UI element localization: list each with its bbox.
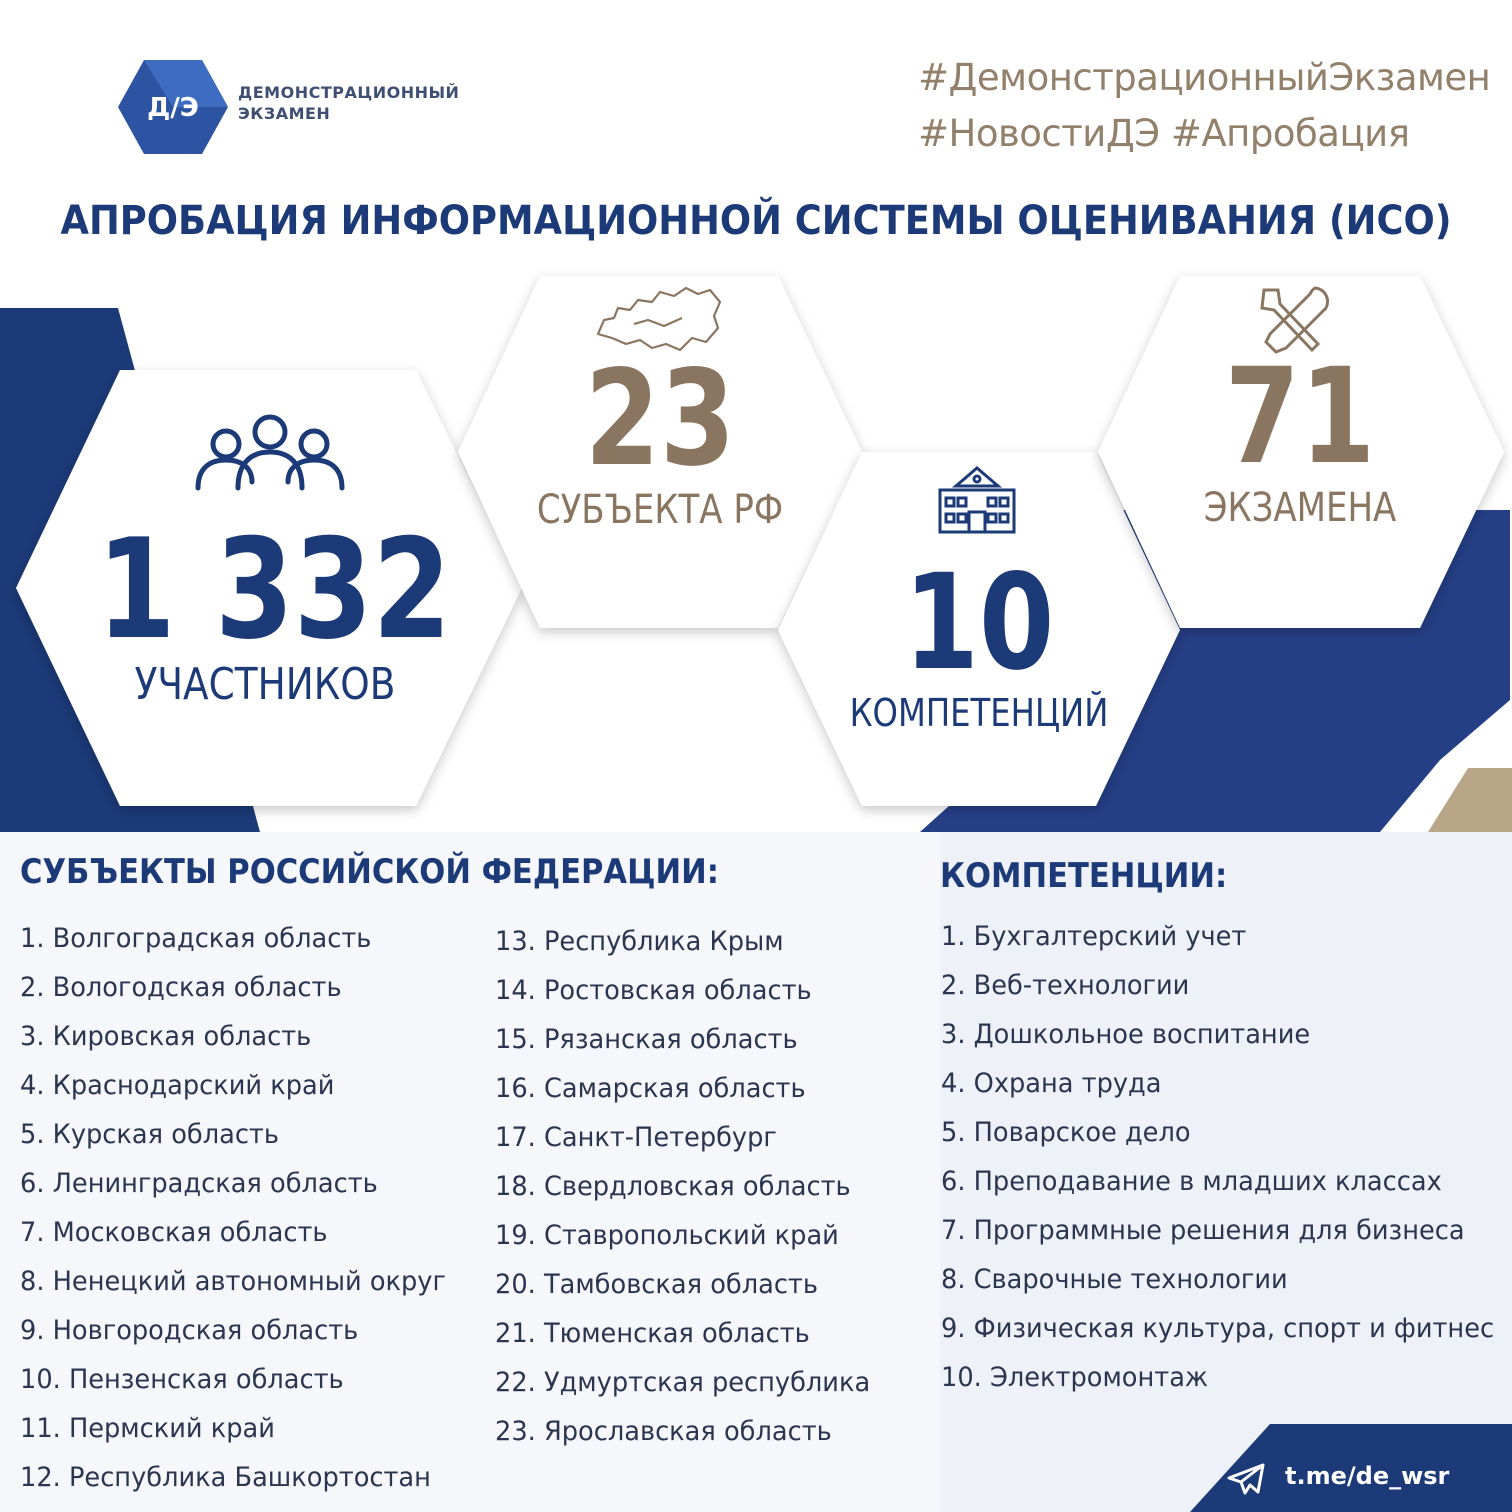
region-item: 17. Санкт-Петербург <box>495 1122 777 1153</box>
telegram-icon[interactable] <box>1226 1462 1266 1496</box>
stat-participants <box>60 509 470 710</box>
stat-exams <box>1140 340 1460 532</box>
logo-mark <box>118 60 228 154</box>
logo-text <box>238 82 459 124</box>
competence-item: 4. Охрана труда <box>941 1068 1162 1099</box>
logo-line1: ДЕМОНСТРАЦИОННЫЙ <box>238 83 460 102</box>
competences-list <box>941 912 1512 1402</box>
region-item: 21. Тюменская область <box>495 1318 810 1349</box>
stat-regions <box>500 342 820 534</box>
region-item: 14. Ростовская область <box>495 975 812 1006</box>
region-item: 2. Вологодская область <box>20 972 342 1003</box>
regions-list-column-b <box>495 917 890 1456</box>
competence-item: 5. Поварское дело <box>941 1117 1191 1148</box>
logo-line2: ЭКЗАМЕН <box>238 104 331 123</box>
participants-value: 1 332 <box>96 509 452 670</box>
region-item: 4. Краснодарский край <box>20 1070 335 1101</box>
competence-item: 7. Программные решения для бизнеса <box>941 1215 1465 1246</box>
exams-value: 71 <box>1224 340 1376 494</box>
region-item: 7. Московская область <box>20 1217 328 1248</box>
regions-value: 23 <box>584 342 736 496</box>
building-icon <box>936 466 1018 536</box>
competence-item: 10. Электромонтаж <box>941 1362 1209 1393</box>
competence-item: 2. Веб-технологии <box>941 970 1190 1001</box>
region-item: 8. Ненецкий автономный округ <box>20 1266 446 1297</box>
region-item: 20. Тамбовская область <box>495 1269 818 1300</box>
region-item: 19. Ставропольский край <box>495 1220 839 1251</box>
competence-item: 3. Дошкольное воспитание <box>941 1019 1311 1050</box>
exams-label: ЭКЗАМЕНА <box>1203 485 1397 531</box>
hashtags <box>918 50 1490 162</box>
page-title: АПРОБАЦИЯ ИНФОРМАЦИОННОЙ СИСТЕМЫ ОЦЕНИВАНИЯ (ИСО) <box>60 198 1452 244</box>
competence-item: 8. Сварочные технологии <box>941 1264 1288 1295</box>
region-item: 22. Удмуртская республика <box>495 1367 871 1398</box>
region-item: 5. Курская область <box>20 1119 279 1150</box>
region-item: 16. Самарская область <box>495 1073 806 1104</box>
participants-label: УЧАСТНИКОВ <box>134 659 396 710</box>
telegram-link[interactable]: t.me/de_wsr <box>1285 1462 1450 1490</box>
region-item: 9. Новгородская область <box>20 1315 359 1346</box>
competence-item: 9. Физическая культура, спорт и фитнес <box>941 1313 1495 1344</box>
regions-label: СУБЪЕКТА РФ <box>536 487 784 533</box>
regions-list-column-a <box>20 914 468 1502</box>
logo-mark-text: Д/Э <box>147 93 199 123</box>
competence-item: 1. Бухгалтерский учет <box>941 921 1247 952</box>
hashtag-demo-exam[interactable]: #ДемонстрационныйЭкзамен <box>918 56 1491 99</box>
competences-value: 10 <box>903 546 1055 700</box>
region-item: 10. Пензенская область <box>20 1364 344 1395</box>
people-icon <box>192 412 348 492</box>
hashtag-approbation[interactable]: #Апробация <box>1170 112 1410 155</box>
hashtag-news[interactable]: #НовостиДЭ <box>918 112 1160 155</box>
region-item: 15. Рязанская область <box>495 1024 798 1055</box>
region-item: 6. Ленинградская область <box>20 1168 378 1199</box>
region-item: 3. Кировская область <box>20 1021 312 1052</box>
region-item: 13. Республика Крым <box>495 926 784 957</box>
stat-competences <box>820 546 1138 736</box>
region-item: 23. Ярославская область <box>495 1416 832 1447</box>
region-item: 1. Волгоградская область <box>20 923 372 954</box>
regions-section-title: СУБЪЕКТЫ РОССИЙСКОЙ ФЕДЕРАЦИИ: <box>20 852 719 892</box>
region-item: 11. Пермский край <box>20 1413 275 1444</box>
competence-item: 6. Преподавание в младших классах <box>941 1166 1442 1197</box>
region-item: 18. Свердловская область <box>495 1171 851 1202</box>
region-item: 12. Республика Башкортостан <box>20 1462 431 1493</box>
competences-label: КОМПЕТЕНЦИЙ <box>849 691 1109 735</box>
competences-section-title: КОМПЕТЕНЦИИ: <box>940 856 1228 896</box>
